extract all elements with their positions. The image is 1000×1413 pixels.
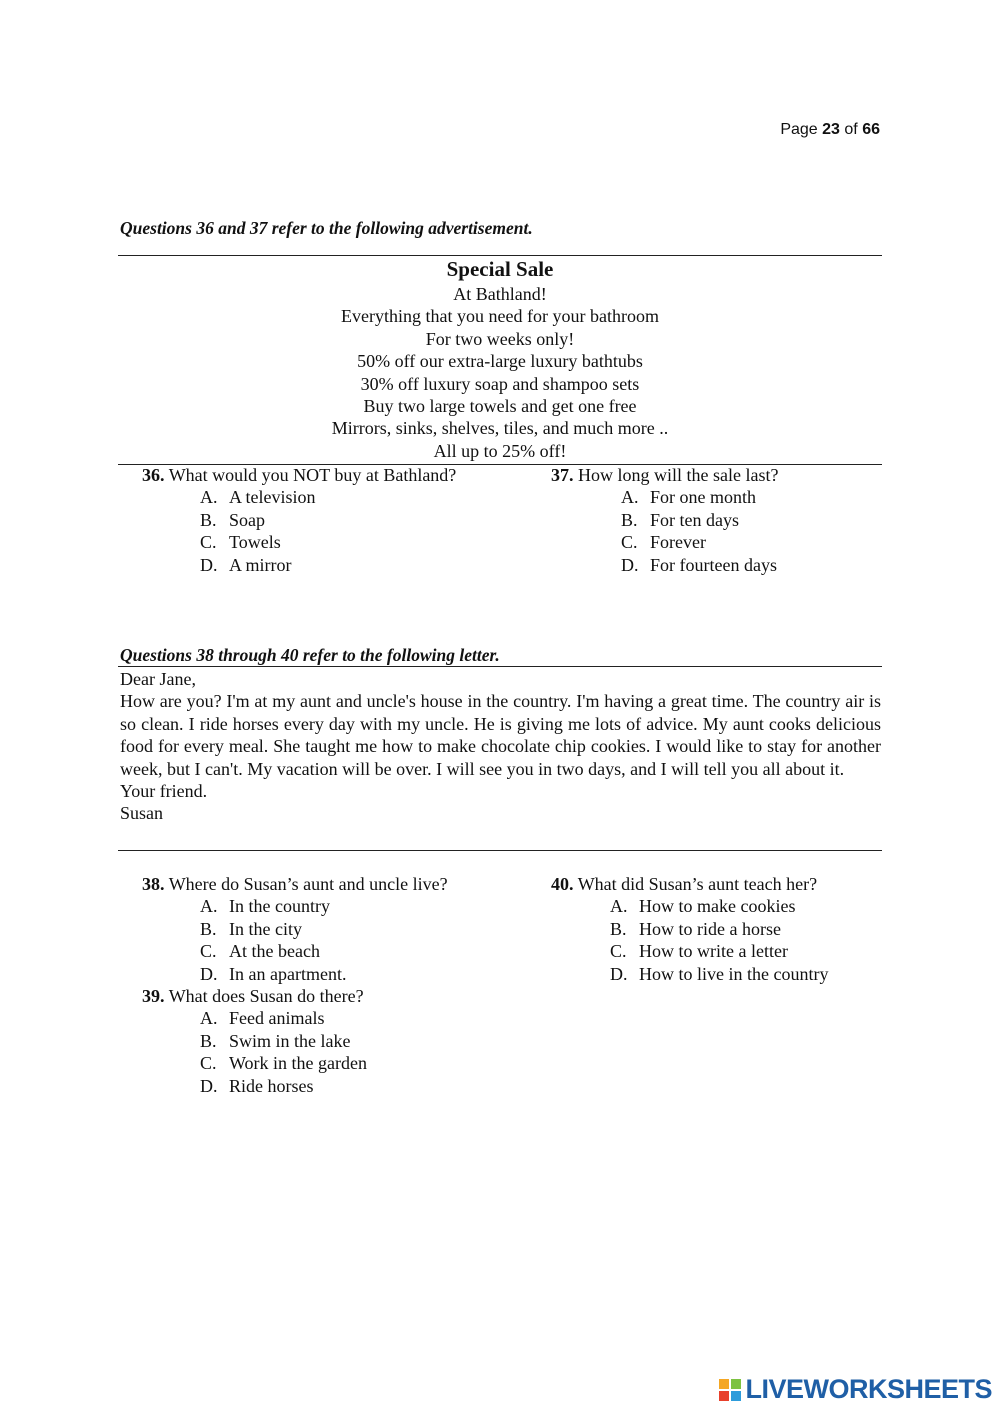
option-c[interactable]: C. Forever <box>621 532 706 553</box>
divider <box>118 850 882 851</box>
option-d[interactable]: D. In an apartment. <box>200 963 347 984</box>
option-b[interactable]: B. For ten days <box>621 509 739 530</box>
ad-line: Everything that you need for your bathroom <box>341 306 659 327</box>
logo-square <box>731 1391 741 1401</box>
letter-signature: Susan <box>120 803 164 824</box>
divider <box>118 666 882 667</box>
logo-text: LIVEWORKSHEETS <box>745 1374 992 1404</box>
question-37 <box>551 464 881 576</box>
options-list <box>200 1007 470 1097</box>
option-a[interactable]: A. A television <box>200 487 316 508</box>
option-c[interactable]: C. At the beach <box>200 941 320 962</box>
question-38 <box>142 873 470 1097</box>
option-b[interactable]: B. In the city <box>200 918 302 939</box>
question-text: What would you NOT buy at Bathland? <box>168 465 457 485</box>
question-40 <box>551 873 881 985</box>
question-number: 40. <box>551 874 574 894</box>
liveworksheets-logo[interactable] <box>719 1374 992 1405</box>
ad-title: Special Sale <box>446 257 554 281</box>
option-b[interactable]: B. Swim in the lake <box>200 1030 351 1051</box>
option-c[interactable]: C. Work in the garden <box>200 1053 368 1074</box>
option-b[interactable]: B. Soap <box>200 509 265 530</box>
page-number: Page 23 of 66 <box>780 121 880 138</box>
options-list <box>621 486 881 576</box>
question-stem <box>142 464 470 486</box>
letter <box>120 668 881 825</box>
question-number: 37. <box>551 465 574 485</box>
option-d[interactable]: D. For fourteen days <box>621 554 777 575</box>
option-d[interactable]: D. Ride horses <box>200 1075 314 1096</box>
ad-line: 50% off our extra-large luxury bathtubs <box>357 351 643 372</box>
logo-icon <box>719 1379 741 1401</box>
question-stem <box>142 873 470 895</box>
option-a[interactable]: A. In the country <box>200 896 330 917</box>
option-c[interactable]: C. Towels <box>200 532 281 553</box>
option-c[interactable]: C. How to write a letter <box>610 941 788 962</box>
option-d[interactable]: D. A mirror <box>200 554 292 575</box>
question-39 <box>142 985 470 1097</box>
option-a[interactable]: A. How to make cookies <box>610 896 796 917</box>
ad-line: Mirrors, sinks, shelves, tiles, and much more .. <box>331 418 669 439</box>
option-b[interactable]: B. How to ride a horse <box>610 918 781 939</box>
question-text: How long will the sale last? <box>578 465 779 485</box>
question-stem <box>142 985 470 1007</box>
question-stem <box>551 873 881 895</box>
ad-line: All up to 25% off! <box>433 440 567 461</box>
question-number: 36. <box>142 465 165 485</box>
ad-line: 30% off luxury soap and shampoo sets <box>360 373 640 394</box>
ad-line: At Bathland! <box>453 284 547 304</box>
option-d[interactable]: D. How to live in the country <box>610 963 829 984</box>
ad-line: Buy two large towels and get one free <box>363 396 637 417</box>
options-list <box>200 486 470 576</box>
letter-closing: Your friend. <box>120 781 208 802</box>
option-a[interactable]: A. Feed animals <box>200 1008 325 1029</box>
options-list <box>200 895 470 985</box>
ad-line: For two weeks only! <box>425 328 575 349</box>
option-a[interactable]: A. For one month <box>621 487 756 508</box>
logo-square <box>731 1379 741 1389</box>
question-number: 39. <box>142 986 165 1007</box>
letter-greeting: Dear Jane, <box>120 669 196 689</box>
question-stem <box>551 464 881 486</box>
question-text: Where do Susan’s aunt and uncle live? <box>168 874 448 894</box>
question-text: What does Susan do there? <box>168 986 364 1007</box>
options-list <box>610 895 881 985</box>
question-36 <box>142 464 470 576</box>
section1-intro: Questions 36 and 37 refer to the following advertisement. <box>120 218 533 238</box>
section2-intro: Questions 38 through 40 refer to the following letter. <box>120 645 500 665</box>
question-text: What did Susan’s aunt teach her? <box>577 874 818 894</box>
letter-body: How are you? I'm at my aunt and uncle's house in the country. I'm having a great time. The country air is so clean. I ride horses every day with my uncle. He is giving me lots of advice. My aunt cooks delicious food for every meal. She taught me how to make chocolate chip cookies. I would like to stay for another week, but I can't. My vacation will be over. I will see you in two days, and I will tell you all about it. <box>120 691 881 779</box>
logo-square <box>719 1391 729 1401</box>
advertisement <box>118 255 882 462</box>
logo-square <box>719 1379 729 1389</box>
question-number: 38. <box>142 874 165 894</box>
